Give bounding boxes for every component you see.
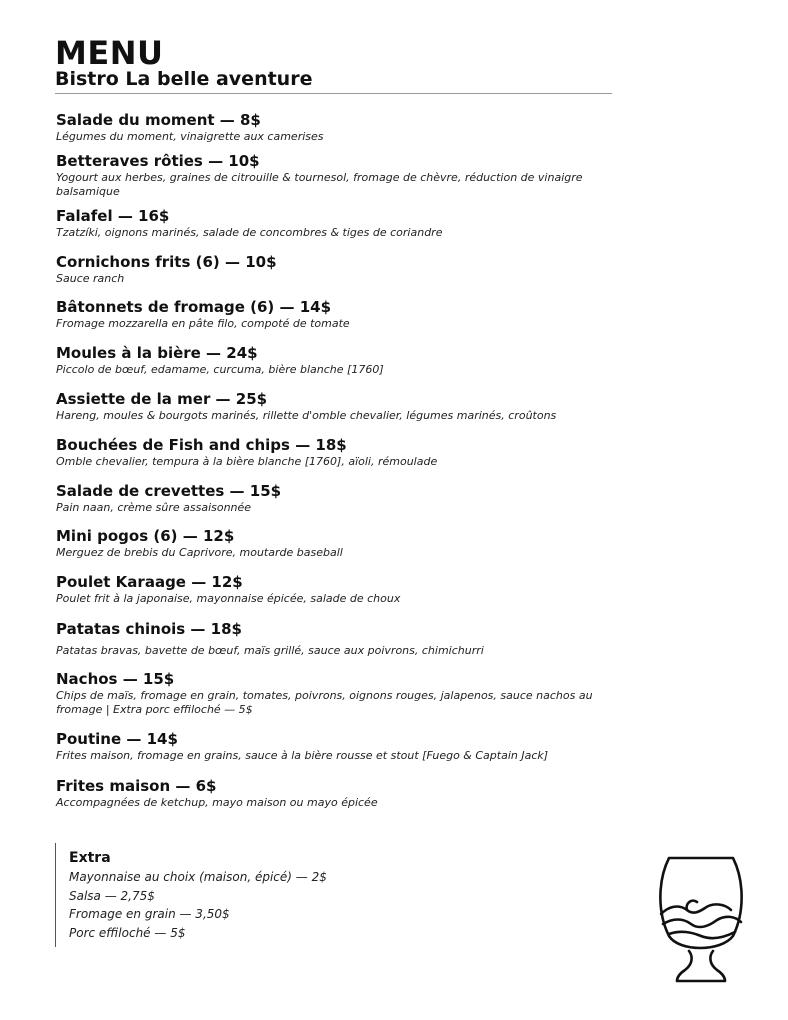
menu-item [56, 527, 626, 560]
menu-item-name: Patatas chinois — 18$ [56, 620, 242, 638]
menu-item-name: Nachos — 15$ [56, 670, 175, 688]
menu-item-name: Salade du moment — 8$ [56, 111, 261, 129]
menu-item-name: Mini pogos (6) — 12$ [56, 527, 235, 545]
menu-item [56, 344, 626, 377]
menu-item-name: Cornichons frits (6) — 10$ [56, 253, 277, 271]
header-divider [55, 93, 612, 94]
menu-item-description: Yogourt aux herbes, graines de citrouille & tournesol, fromage de chèvre, réduction de vinaigre balsamique [56, 171, 583, 198]
wine-glass-icon [655, 852, 747, 986]
extras-line: Porc effiloché — 5$ [69, 925, 186, 940]
menu-item-name: Assiette de la mer — 25$ [56, 390, 268, 408]
menu-item-name: Bouchées de Fish and chips — 18$ [56, 436, 347, 454]
menu-item-description: Piccolo de bœuf, edamame, curcuma, bière blanche [1760] [56, 363, 384, 376]
menu-item [56, 730, 626, 763]
extras-title: Extra [69, 850, 111, 866]
menu-item [56, 298, 626, 331]
menu-item [56, 436, 626, 469]
extras-line: Fromage en grain — 3,50$ [69, 907, 230, 921]
menu-item [56, 152, 626, 199]
menu-item-description: Légumes du moment, vinaigrette aux camerises [56, 130, 324, 143]
menu-item [56, 670, 626, 717]
menu-item-name: Falafel — 16$ [56, 207, 170, 225]
menu-item-description: Fromage mozzarella en pâte filo, compoté de tomate [56, 317, 350, 330]
menu-item-description: Tzatzíki, oignons marinés, salade de concombres & tiges de coriandre [56, 226, 443, 239]
menu-item [56, 482, 626, 515]
menu-item-name: Salade de crevettes — 15$ [56, 482, 282, 500]
menu-item [56, 207, 626, 240]
extras-section [55, 843, 327, 947]
menu-item-description: Accompagnées de ketchup, mayo maison ou mayo épicée [56, 796, 378, 809]
menu-item [56, 111, 626, 144]
menu-item-description: Patatas bravas, bavette de bœuf, maïs grillé, sauce aux poivrons, chimichurri [56, 644, 484, 657]
extras-line: Salsa — 2,75$ [69, 888, 155, 903]
menu-item-name: Poutine — 14$ [56, 730, 178, 748]
restaurant-name: Bistro La belle aventure [55, 68, 313, 90]
menu-item [56, 253, 626, 286]
page-title: MENU [55, 34, 164, 72]
menu-item-description: Frites maison, fromage en grains, sauce à la bière rousse et stout [Fuego & Captain Jack] [56, 749, 549, 762]
menu-item [56, 573, 626, 606]
menu-item [56, 390, 626, 423]
menu-item-name: Moules à la bière — 24$ [56, 344, 258, 362]
menu-item-description: Chips de maïs, fromage en grain, tomates, poivrons, oignons rouges, jalapenos, sauce nachos au fromage | Extra porc effiloché — 5$ [56, 689, 593, 716]
menu-item-description: Omble chevalier, tempura à la bière blanche [1760], aïoli, rémoulade [56, 455, 438, 468]
menu-item-description: Poulet frit à la japonaise, mayonnaise épicée, salade de choux [56, 592, 401, 605]
menu-item [56, 777, 626, 810]
menu-item-name: Frites maison — 6$ [56, 777, 217, 795]
menu-item-name: Betteraves rôties — 10$ [56, 152, 260, 170]
extras-line: Mayonnaise au choix (maison, épicé) — 2$ [69, 870, 327, 884]
menu-item-description: Hareng, moules & bourgots marinés, rillette d'omble chevalier, légumes marinés, croûtons [56, 409, 557, 422]
menu-item-description: Merguez de brebis du Caprivore, moutarde baseball [56, 546, 343, 559]
menu-item-description: Sauce ranch [56, 272, 125, 285]
menu-item [56, 620, 626, 658]
menu-item-name: Poulet Karaage — 12$ [56, 573, 243, 591]
menu-item-description: Pain naan, crème sûre assaisonnée [56, 501, 252, 514]
menu-item-name: Bâtonnets de fromage (6) — 14$ [56, 298, 332, 316]
